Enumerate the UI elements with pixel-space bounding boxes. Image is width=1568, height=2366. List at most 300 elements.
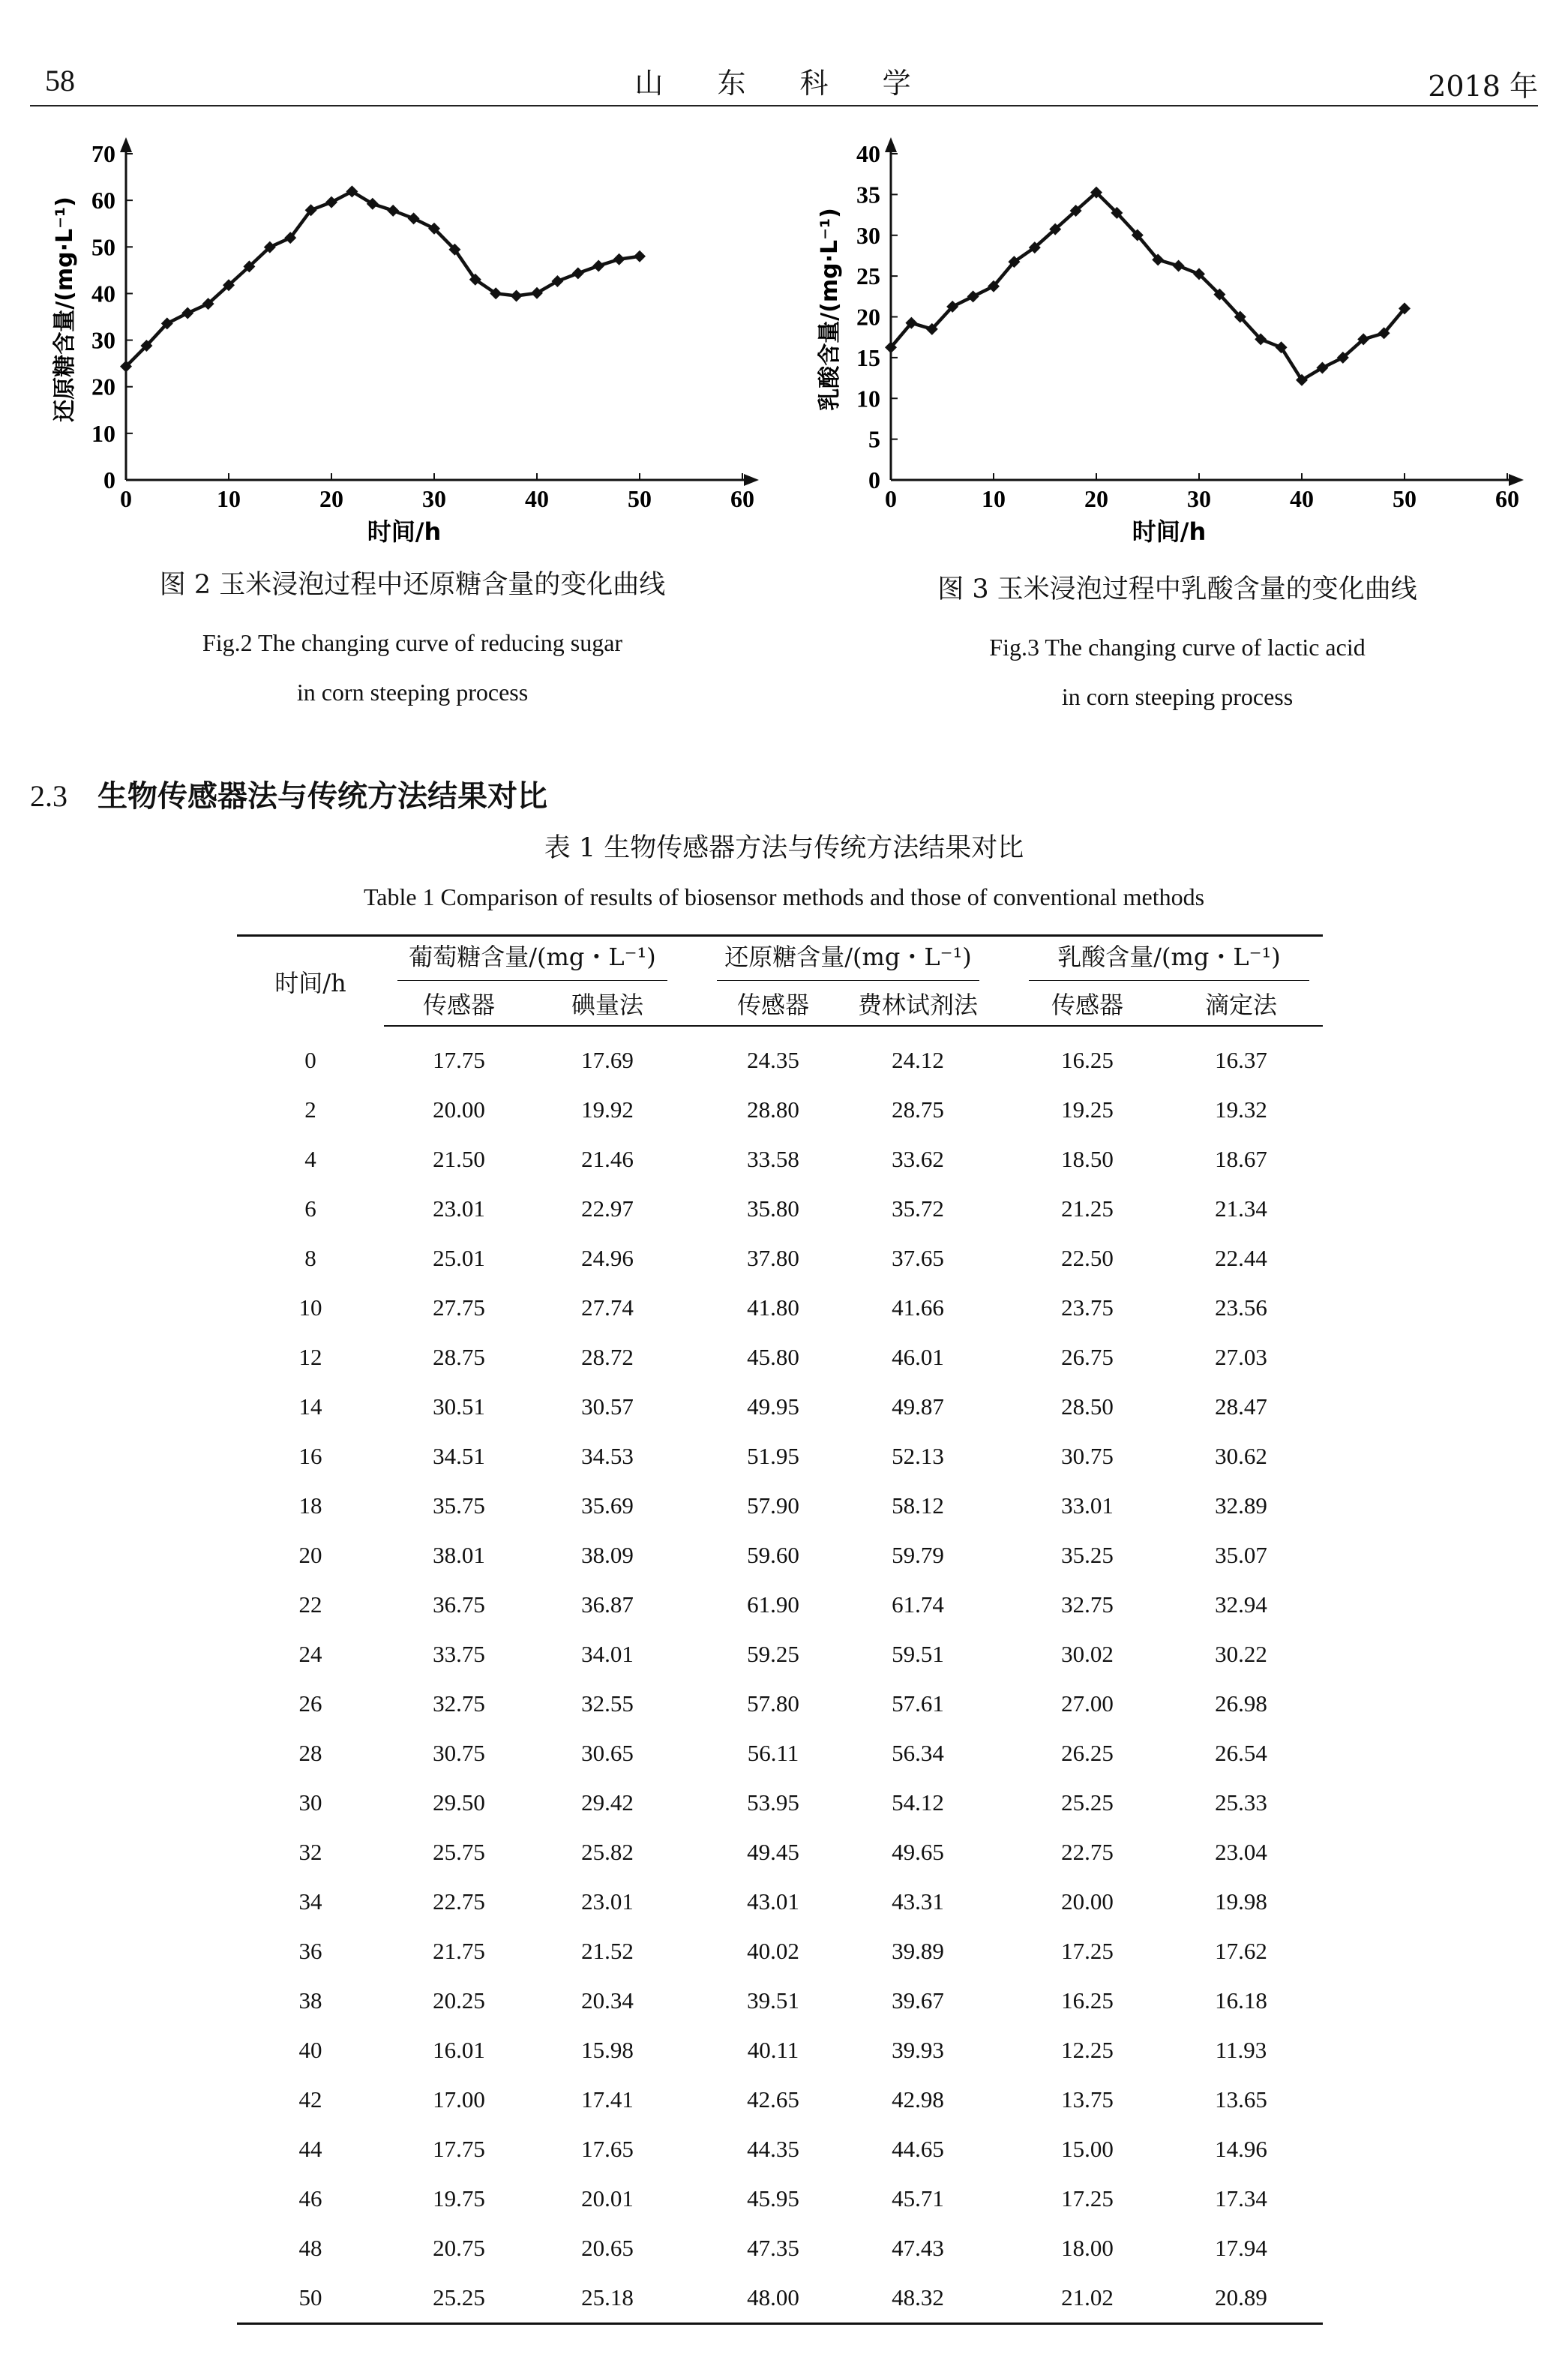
cell-sugar-fehling: 61.74 — [892, 1591, 944, 1618]
cell-lactic-titration: 27.03 — [1215, 1344, 1267, 1370]
header-lactic-group — [1015, 936, 1323, 982]
y-tick-label: 30 — [91, 326, 115, 354]
y-tick-label: 10 — [856, 385, 880, 412]
header-lactic-label: 乳酸含量/(mg・L⁻¹) — [1029, 938, 1309, 981]
cell-glucose-sensor: 20.00 — [433, 1096, 485, 1123]
cell-gap — [681, 1531, 703, 1580]
section-heading — [30, 772, 547, 815]
cell-lactic-titration: 21.34 — [1215, 1195, 1267, 1222]
x-tick-label: 40 — [1290, 485, 1314, 512]
cell-lactic-sensor: 17.25 — [1061, 1938, 1114, 1964]
cell-lactic-sensor: 20.00 — [1061, 1888, 1114, 1915]
x-tick-label: 30 — [1187, 485, 1211, 512]
cell-sugar-sensor: 53.95 — [747, 1789, 799, 1816]
cell-time: 34 — [298, 1888, 322, 1915]
cell-glucose-sensor: 21.50 — [433, 1146, 485, 1172]
cell-sugar-fehling: 37.65 — [892, 1245, 944, 1271]
cell-sugar-sensor: 45.95 — [747, 2185, 799, 2212]
cell-sugar-fehling: 39.89 — [892, 1938, 944, 1964]
y-axis-label: 还原糖含量/(mg·L⁻¹) — [52, 196, 78, 422]
cell-time: 42 — [298, 2086, 322, 2113]
cell-glucose-sensor: 32.75 — [433, 1690, 485, 1717]
cell-gap — [681, 1630, 703, 1679]
cell-time: 24 — [298, 1641, 322, 1667]
cell-glucose-sensor: 17.75 — [433, 2136, 485, 2162]
cell-time: 16 — [298, 1443, 322, 1469]
cell-sugar-sensor: 59.25 — [747, 1641, 799, 1667]
cell-lactic-sensor: 27.00 — [1061, 1690, 1114, 1717]
cell-sugar-sensor: 57.80 — [747, 1690, 799, 1717]
cell-gap — [681, 2075, 703, 2125]
cell-gap — [681, 1778, 703, 1828]
figure-2-reducing-sugar-chart — [45, 135, 780, 555]
cell-gap — [681, 2174, 703, 2224]
table-row — [237, 1085, 1323, 1135]
cell-glucose-sensor: 38.01 — [433, 1542, 485, 1568]
cell-gap — [993, 1085, 1015, 1135]
cell-sugar-sensor: 42.65 — [747, 2086, 799, 2113]
cell-glucose-iodine: 15.98 — [581, 2037, 634, 2063]
table-row — [237, 1481, 1323, 1531]
cell-time: 6 — [304, 1195, 316, 1222]
cell-sugar-sensor: 56.11 — [747, 1740, 799, 1766]
cell-sugar-sensor: 51.95 — [747, 1443, 799, 1469]
cell-glucose-sensor: 34.51 — [433, 1443, 485, 1469]
x-tick-label: 20 — [1084, 485, 1108, 512]
cell-gap — [681, 1026, 703, 1085]
data-point-marker — [325, 196, 337, 208]
header-sugar-label: 还原糖含量/(mg・L⁻¹) — [717, 938, 979, 981]
cell-lactic-sensor: 26.25 — [1061, 1740, 1114, 1766]
cell-sugar-fehling: 56.34 — [892, 1740, 944, 1766]
cell-lactic-sensor: 30.75 — [1061, 1443, 1114, 1469]
figure-2-caption-en-line2: in corn steeping process — [296, 679, 529, 706]
table-row — [237, 2224, 1323, 2273]
cell-gap — [993, 2273, 1015, 2324]
data-point-marker — [613, 253, 625, 265]
table-row — [237, 1877, 1323, 1927]
cell-gap — [993, 1382, 1015, 1432]
table-row — [237, 1283, 1323, 1333]
cell-lactic-sensor: 15.00 — [1061, 2136, 1114, 2162]
cell-lactic-sensor: 28.50 — [1061, 1393, 1114, 1420]
table-row — [237, 2026, 1323, 2075]
cell-sugar-fehling: 52.13 — [892, 1443, 944, 1469]
cell-gap — [993, 1184, 1015, 1234]
page-number: 58 — [45, 64, 75, 97]
cell-gap — [993, 1679, 1015, 1729]
table-row — [237, 1531, 1323, 1580]
y-tick-label: 70 — [91, 140, 115, 167]
x-tick-label: 60 — [1495, 485, 1519, 512]
cell-lactic-titration: 25.33 — [1215, 1789, 1267, 1816]
cell-glucose-iodine: 25.18 — [534, 2273, 681, 2324]
x-tick-label: 30 — [422, 485, 446, 512]
cell-sugar-fehling: 44.65 — [892, 2136, 944, 2162]
y-tick-label: 40 — [856, 140, 880, 167]
cell-lactic-titration: 17.62 — [1215, 1938, 1267, 1964]
cell-glucose-iodine: 34.53 — [581, 1443, 634, 1469]
cell-lactic-sensor: 33.01 — [1061, 1492, 1114, 1519]
cell-sugar-sensor: 37.80 — [747, 1245, 799, 1271]
section-number: 2.3 — [30, 779, 67, 813]
cell-lactic-titration: 23.04 — [1215, 1839, 1267, 1865]
x-axis-label: 时间/h — [1132, 517, 1207, 546]
cell-gap — [993, 1531, 1015, 1580]
table-row — [237, 1778, 1323, 1828]
y-tick-label: 15 — [856, 343, 880, 371]
cell-glucose-sensor: 28.75 — [433, 1344, 485, 1370]
header-gap — [681, 936, 703, 982]
data-point-marker — [181, 307, 193, 319]
cell-gap — [993, 1630, 1015, 1679]
cell-glucose-sensor: 33.75 — [433, 1641, 485, 1667]
cell-sugar-sensor: 28.80 — [747, 1096, 799, 1123]
table-title-en: Table 1 Comparison of results of biosensor methods and those of conventional methods — [363, 883, 1205, 910]
cell-gap — [993, 1778, 1015, 1828]
table-row — [237, 1828, 1323, 1877]
x-tick-label: 10 — [217, 485, 241, 512]
cell-sugar-sensor: 61.90 — [747, 1591, 799, 1618]
x-tick-label: 0 — [885, 485, 897, 512]
table-row — [237, 1026, 1323, 1085]
y-tick-label: 50 — [91, 233, 115, 261]
y-tick-label: 30 — [856, 221, 880, 249]
cell-lactic-titration: 17.94 — [1215, 2235, 1267, 2261]
cell-sugar-fehling: 59.51 — [892, 1641, 944, 1667]
cell-time: 0 — [304, 1046, 316, 1073]
cell-lactic-sensor: 18.50 — [1061, 1146, 1114, 1172]
header-gap — [993, 936, 1015, 982]
cell-glucose-iodine: 25.82 — [581, 1839, 634, 1865]
figure-3-caption-cn: 图 3 玉米浸泡过程中乳酸含量的变化曲线 — [937, 574, 1417, 604]
y-tick-label: 20 — [91, 373, 115, 400]
data-point-marker — [572, 267, 584, 279]
cell-glucose-iodine: 30.65 — [581, 1740, 634, 1766]
cell-gap — [993, 2026, 1015, 2075]
cell-lactic-titration: 28.47 — [1215, 1393, 1267, 1420]
cell-sugar-fehling: 58.12 — [892, 1492, 944, 1519]
y-tick-label: 0 — [103, 466, 115, 493]
cell-gap — [993, 1729, 1015, 1778]
x-tick-label: 20 — [319, 485, 343, 512]
cell-glucose-iodine: 30.57 — [581, 1393, 634, 1420]
cell-gap — [681, 1679, 703, 1729]
y-tick-label: 60 — [91, 187, 115, 214]
cell-lactic-sensor: 18.00 — [1061, 2235, 1114, 2261]
cell-lactic-sensor: 26.75 — [1061, 1344, 1114, 1370]
cell-time: 2 — [304, 1096, 316, 1123]
cell-lactic-titration: 23.56 — [1215, 1294, 1267, 1321]
cell-gap — [993, 1333, 1015, 1382]
cell-glucose-iodine: 22.97 — [581, 1195, 634, 1222]
cell-time: 4 — [304, 1146, 316, 1172]
cell-gap — [993, 2174, 1015, 2224]
cell-gap — [993, 1234, 1015, 1283]
cell-lactic-titration: 30.22 — [1215, 1641, 1267, 1667]
cell-sugar-fehling: 57.61 — [892, 1690, 944, 1717]
cell-gap — [681, 1976, 703, 2026]
cell-time: 40 — [298, 2037, 322, 2063]
cell-glucose-iodine: 17.41 — [581, 2086, 634, 2113]
cell-time: 14 — [298, 1393, 322, 1420]
cell-glucose-iodine: 36.87 — [581, 1591, 634, 1618]
y-axis-label: 乳酸含量/(mg·L⁻¹) — [817, 208, 843, 411]
table-row — [237, 2075, 1323, 2125]
cell-sugar-fehling: 41.66 — [892, 1294, 944, 1321]
cell-lactic-sensor: 25.25 — [1061, 1789, 1114, 1816]
cell-glucose-sensor: 25.01 — [433, 1245, 485, 1271]
y-tick-label: 40 — [91, 280, 115, 307]
table-row — [237, 1432, 1323, 1481]
cell-gap — [681, 2224, 703, 2273]
table-row — [237, 2125, 1323, 2174]
table-row — [237, 1234, 1323, 1283]
cell-lactic-titration: 30.62 — [1215, 1443, 1267, 1469]
header-gap — [993, 982, 1015, 1026]
x-tick-label: 50 — [628, 485, 652, 512]
cell-time: 48 — [298, 2235, 322, 2261]
y-tick-label: 35 — [856, 181, 880, 208]
table-row — [237, 1382, 1323, 1432]
chart-2-svg — [45, 135, 780, 555]
cell-glucose-sensor: 30.51 — [433, 1393, 485, 1420]
cell-lactic-sensor: 32.75 — [1061, 1591, 1114, 1618]
x-axis-label: 时间/h — [367, 517, 442, 546]
cell-gap — [681, 1432, 703, 1481]
cell-glucose-iodine: 38.09 — [581, 1542, 634, 1568]
table-row — [237, 1976, 1323, 2026]
data-point-marker — [1173, 260, 1185, 272]
cell-lactic-titration: 17.34 — [1215, 2185, 1267, 2212]
cell-time: 10 — [298, 1294, 322, 1321]
cell-glucose-iodine: 29.42 — [581, 1789, 634, 1816]
x-axis-arrow — [1509, 474, 1524, 486]
cell-lactic-sensor: 22.75 — [1061, 1839, 1114, 1865]
header-glucose-label: 葡萄糖含量/(mg・L⁻¹) — [397, 938, 667, 981]
header-sugar-group — [703, 936, 993, 982]
cell-glucose-sensor: 35.75 — [433, 1492, 485, 1519]
cell-time: 32 — [298, 1839, 322, 1865]
cell-glucose-iodine: 21.52 — [581, 1938, 634, 1964]
cell-lactic-sensor: 13.75 — [1061, 2086, 1114, 2113]
chart-3-svg — [810, 135, 1545, 555]
cell-sugar-sensor: 59.60 — [747, 1542, 799, 1568]
figure-3-caption-en-line2: in corn steeping process — [1061, 683, 1294, 710]
table-row — [237, 1729, 1323, 1778]
cell-gap — [993, 1877, 1015, 1927]
figure-2-caption-en — [45, 618, 780, 717]
cell-gap — [993, 1026, 1015, 1085]
y-tick-label: 5 — [868, 425, 880, 453]
cell-gap — [993, 1135, 1015, 1184]
cell-glucose-sensor: 21.75 — [433, 1938, 485, 1964]
cell-lactic-sensor: 21.02 — [1015, 2273, 1159, 2324]
cell-time: 12 — [298, 1344, 322, 1370]
cell-lactic-titration: 35.07 — [1215, 1542, 1267, 1568]
cell-glucose-sensor: 36.75 — [433, 1591, 485, 1618]
cell-sugar-sensor: 49.45 — [747, 1839, 799, 1865]
cell-gap — [681, 1333, 703, 1382]
comparison-table — [237, 934, 1323, 2325]
header-sugar-fehling: 费林试剂法 — [843, 982, 993, 1026]
cell-lactic-sensor: 35.25 — [1061, 1542, 1114, 1568]
cell-lactic-titration: 16.37 — [1215, 1047, 1267, 1073]
y-tick-label: 25 — [856, 262, 880, 290]
cell-lactic-titration: 19.32 — [1215, 1096, 1267, 1123]
cell-time: 30 — [298, 1789, 322, 1816]
cell-lactic-sensor: 23.75 — [1061, 1294, 1114, 1321]
figure-3-lactic-acid-chart — [810, 135, 1545, 555]
cell-gap — [993, 1283, 1015, 1333]
cell-glucose-iodine: 35.69 — [581, 1492, 634, 1519]
cell-gap — [681, 1135, 703, 1184]
cell-gap — [681, 1234, 703, 1283]
cell-gap — [993, 2224, 1015, 2273]
table-row — [237, 1927, 1323, 1976]
cell-lactic-sensor: 19.25 — [1061, 1096, 1114, 1123]
cell-glucose-sensor: 16.01 — [433, 2037, 485, 2063]
y-tick-label: 20 — [856, 303, 880, 331]
cell-sugar-fehling: 49.87 — [892, 1393, 944, 1420]
cell-gap — [993, 1432, 1015, 1481]
cell-glucose-sensor: 22.75 — [433, 1888, 485, 1915]
cell-time: 38 — [298, 1987, 322, 2014]
cell-gap — [993, 1828, 1015, 1877]
header-glucose-iodine: 碘量法 — [534, 982, 681, 1026]
cell-lactic-sensor: 12.25 — [1061, 2037, 1114, 2063]
cell-sugar-fehling: 43.31 — [892, 1888, 944, 1915]
cell-lactic-sensor: 21.25 — [1061, 1195, 1114, 1222]
cell-gap — [993, 2075, 1015, 2125]
cell-sugar-fehling: 42.98 — [892, 2086, 944, 2113]
y-tick-label: 10 — [91, 419, 115, 447]
cell-gap — [681, 1927, 703, 1976]
cell-glucose-iodine: 20.65 — [581, 2235, 634, 2261]
cell-glucose-sensor: 25.25 — [384, 2273, 534, 2324]
cell-time: 8 — [304, 1245, 316, 1271]
cell-glucose-iodine: 21.46 — [581, 1146, 634, 1172]
cell-sugar-fehling: 24.12 — [892, 1047, 944, 1073]
cell-glucose-iodine: 20.01 — [581, 2185, 634, 2212]
cell-sugar-sensor: 33.58 — [747, 1146, 799, 1172]
cell-gap — [993, 1927, 1015, 1976]
cell-sugar-fehling: 35.72 — [892, 1195, 944, 1222]
data-point-marker — [408, 212, 420, 224]
cell-glucose-sensor: 23.01 — [433, 1195, 485, 1222]
cell-time: 46 — [298, 2185, 322, 2212]
cell-sugar-sensor: 48.00 — [703, 2273, 843, 2324]
figure-3-caption — [810, 568, 1545, 721]
cell-time: 44 — [298, 2136, 322, 2162]
cell-time: 26 — [298, 1690, 322, 1717]
cell-glucose-iodine: 17.69 — [581, 1047, 634, 1073]
cell-glucose-sensor: 20.25 — [433, 1987, 485, 2014]
cell-glucose-sensor: 25.75 — [433, 1839, 485, 1865]
table-body — [237, 1026, 1323, 2324]
header-time: 时间/h — [237, 936, 384, 1027]
cell-lactic-sensor: 16.25 — [1061, 1047, 1114, 1073]
cell-lactic-sensor: 22.50 — [1061, 1245, 1114, 1271]
cell-glucose-sensor: 19.75 — [433, 2185, 485, 2212]
cell-sugar-fehling: 59.79 — [892, 1542, 944, 1568]
cell-sugar-fehling: 54.12 — [892, 1789, 944, 1816]
cell-sugar-sensor: 43.01 — [747, 1888, 799, 1915]
table-row — [237, 1184, 1323, 1234]
x-tick-label: 50 — [1393, 485, 1417, 512]
section-title: 生物传感器法与传统方法结果对比 — [97, 779, 547, 814]
cell-gap — [681, 1283, 703, 1333]
cell-glucose-sensor: 20.75 — [433, 2235, 485, 2261]
cell-glucose-iodine: 28.72 — [581, 1344, 634, 1370]
cell-sugar-sensor: 57.90 — [747, 1492, 799, 1519]
figure-2-caption-en-line1: Fig.2 The changing curve of reducing sugar — [202, 629, 623, 656]
cell-time: 20 — [298, 1542, 322, 1568]
header-glucose-sensor: 传感器 — [384, 982, 534, 1026]
cell-gap — [681, 1085, 703, 1135]
cell-sugar-fehling: 47.43 — [892, 2235, 944, 2261]
cell-glucose-sensor: 27.75 — [433, 1294, 485, 1321]
cell-time: 36 — [298, 1938, 322, 1964]
table-row — [237, 1679, 1323, 1729]
cell-gap — [681, 2026, 703, 2075]
cell-glucose-iodine: 24.96 — [581, 1245, 634, 1271]
cell-sugar-fehling: 49.65 — [892, 1839, 944, 1865]
table-row — [237, 1580, 1323, 1630]
cell-sugar-sensor: 41.80 — [747, 1294, 799, 1321]
cell-glucose-sensor: 17.75 — [433, 1047, 485, 1073]
table-row — [237, 1135, 1323, 1184]
header-sugar-sensor: 传感器 — [703, 982, 843, 1026]
cell-lactic-titration: 26.98 — [1215, 1690, 1267, 1717]
cell-gap — [681, 2273, 703, 2324]
table-row — [237, 1630, 1323, 1679]
data-point-marker — [511, 289, 523, 301]
header-lactic-sensor: 传感器 — [1015, 982, 1159, 1026]
x-tick-label: 10 — [982, 485, 1006, 512]
cell-lactic-titration: 32.89 — [1215, 1492, 1267, 1519]
cell-lactic-titration: 11.93 — [1215, 2037, 1267, 2063]
cell-gap — [681, 1729, 703, 1778]
cell-lactic-titration: 20.89 — [1159, 2273, 1323, 2324]
cell-sugar-fehling: 45.71 — [892, 2185, 944, 2212]
cell-lactic-sensor: 30.02 — [1061, 1641, 1114, 1667]
data-point-marker — [634, 250, 646, 262]
cell-gap — [993, 1976, 1015, 2026]
cell-sugar-sensor: 39.51 — [747, 1987, 799, 2014]
cell-gap — [681, 1877, 703, 1927]
y-tick-label: 0 — [868, 466, 880, 493]
cell-lactic-titration: 13.65 — [1215, 2086, 1267, 2113]
table-row — [237, 1333, 1323, 1382]
cell-lactic-sensor: 16.25 — [1061, 1987, 1114, 2014]
cell-lactic-titration: 16.18 — [1215, 1987, 1267, 2014]
cell-glucose-sensor: 30.75 — [433, 1740, 485, 1766]
cell-gap — [681, 1580, 703, 1630]
cell-sugar-fehling: 33.62 — [892, 1146, 944, 1172]
cell-gap — [681, 1481, 703, 1531]
cell-gap — [681, 1828, 703, 1877]
cell-sugar-sensor: 44.35 — [747, 2136, 799, 2162]
cell-glucose-iodine: 19.92 — [581, 1096, 634, 1123]
running-header — [30, 46, 1538, 106]
cell-time: 22 — [298, 1591, 322, 1618]
cell-lactic-titration: 18.67 — [1215, 1146, 1267, 1172]
cell-gap — [681, 1184, 703, 1234]
cell-time: 28 — [298, 1740, 322, 1766]
cell-sugar-sensor: 40.11 — [747, 2037, 799, 2063]
x-axis-arrow — [744, 474, 759, 486]
